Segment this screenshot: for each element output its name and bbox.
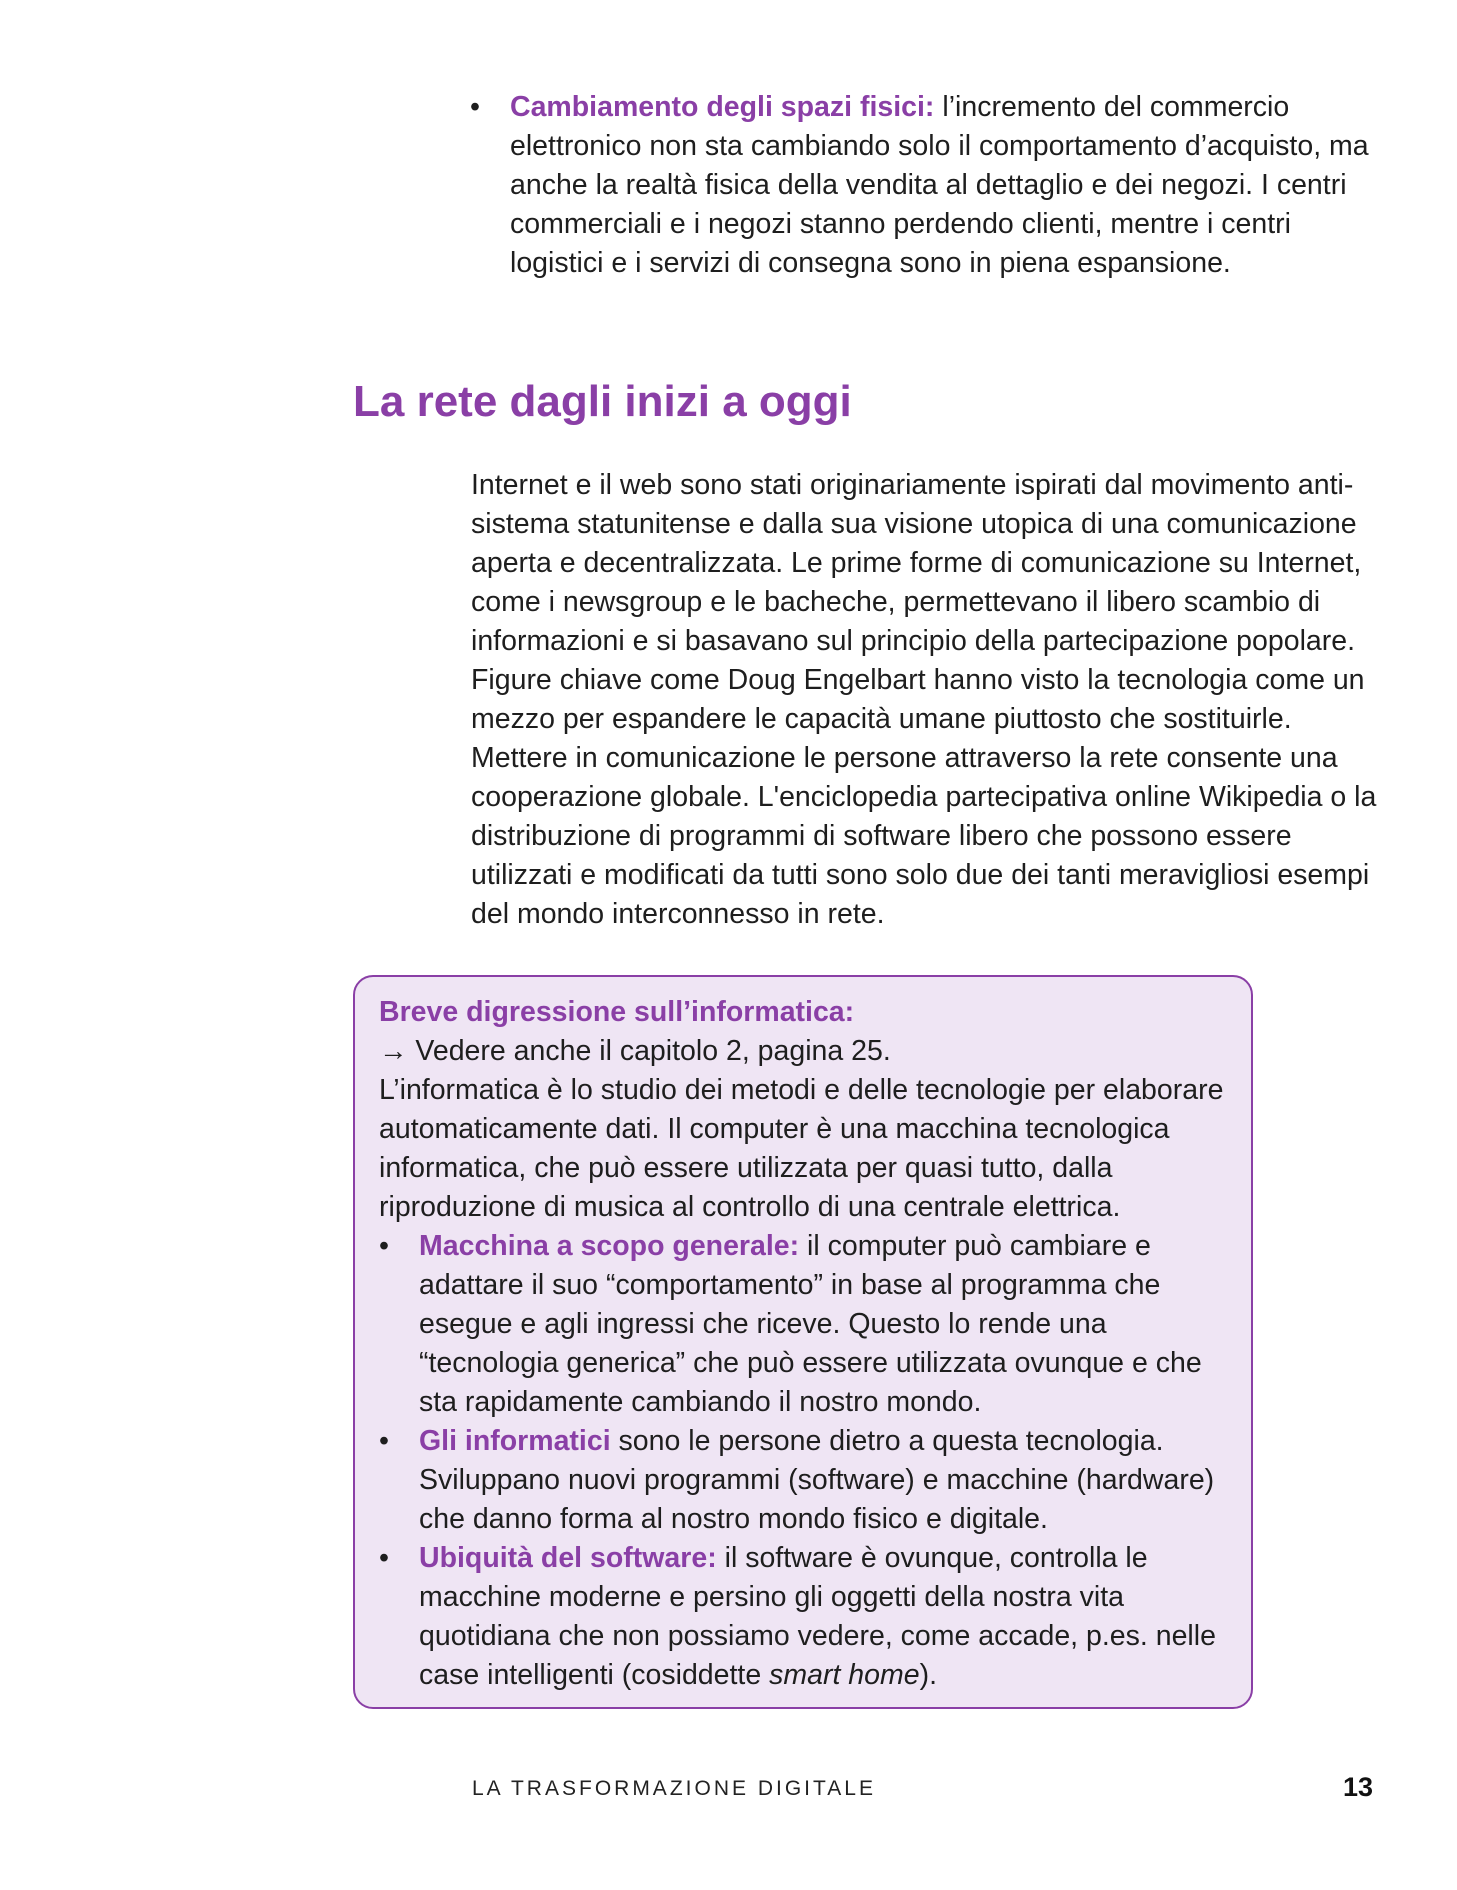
list-item-macchina [379,1227,1229,1422]
bullet-body: l’incremento del commercio elettronico non sta cambiando solo il comportamento d’acquisto, ma anche la realtà fisica della vendita al dettaglio e dei negozi. I centri commerciali e i negozi stanno perdendo clienti, mentre i centri logistici e i servizi di consegna sono in piena espansione. [510,91,1369,279]
bullet-marker: • [379,1542,389,1574]
bullet-marker: • [379,1425,389,1457]
list-item-term: Ubiquità del software: [419,1542,717,1574]
info-box-title: Breve digressione sull’informatica: [379,996,855,1028]
section-paragraph: Internet e il web sono stati originariamente ispirati dal movimento anti-sistema statunitense e dalla sua visione utopica di una comunicazione aperta e decentralizzata. Le prime forme di comunicazione su Internet, come i newsgroup e le bacheche, permettevano il libero scambio di informazioni e si basavano sul principio della partecipazione popolare. Figure chiave come Doug Engelbart hanno visto la tecnologia come un mezzo per espandere le capacità umane piuttosto che sostituirle. Mettere in comunicazione le persone attraverso la rete consente una cooperazione globale. L'enciclopedia partecipativa online Wikipedia o la distribuzione di programmi di software libero che possono essere utilizzati e modificati da tutti sono solo due dei tanti meravigliosi esempi del mondo interconnesso in rete. [471,469,1377,930]
chapter-reference: → Vedere anche il capitolo 2, pagina 25. [379,1035,891,1067]
list-item-tail: ). [919,1659,938,1691]
list-item-text: sono le persone dietro a questa tecnologia. Sviluppano nuovi programmi (software) e macchine (hardware) che danno forma al nostro mondo fisico e digitale. [419,1425,1215,1535]
bullet-term: Cambiamento degli spazi fisici: [510,91,935,123]
info-box-intro: L’informatica è lo studio dei metodi e delle tecnologie per elaborare automaticamente dati. Il computer è una macchina tecnologica informatica, che può essere utilizzata per quasi tutto, dalla riproduzione di musica al controllo di una centrale elettrica. [379,1074,1224,1223]
bullet-spazi-fisici [470,88,1390,283]
list-item-term: Macchina a scopo generale: [419,1230,800,1262]
list-item-text: il computer può cambiare e adattare il suo “comportamento” in base al programma che esegue e agli ingressi che riceve. Questo lo rende una “tecnologia generica” che può essere utilizzata ovunque e che sta rapidamente cambiando il nostro mondo. [419,1230,1202,1418]
section-title: La rete dagli inizi a oggi [353,377,852,426]
info-box-informatica [353,975,1253,1709]
bullet-marker: • [379,1230,389,1262]
list-item-emphasis: smart home [769,1659,920,1691]
bullet-marker: • [470,91,480,123]
bullet-text [510,88,1390,283]
info-box-list [379,1227,1229,1695]
list-item-term: Gli informatici [419,1425,611,1457]
list-item-informatici [379,1422,1229,1539]
list-item-text: il software è ovunque, controlla le macchine moderne e persino gli oggetti della nostra vita quotidiana che non possiamo vedere, come accade, p.es. nelle case intelligenti (cosiddette [419,1542,1216,1691]
list-item-ubiquita [379,1539,1229,1695]
running-footer-title: LA TRASFORMAZIONE DIGITALE [472,1777,876,1800]
page-number: 13 [1343,1772,1374,1802]
